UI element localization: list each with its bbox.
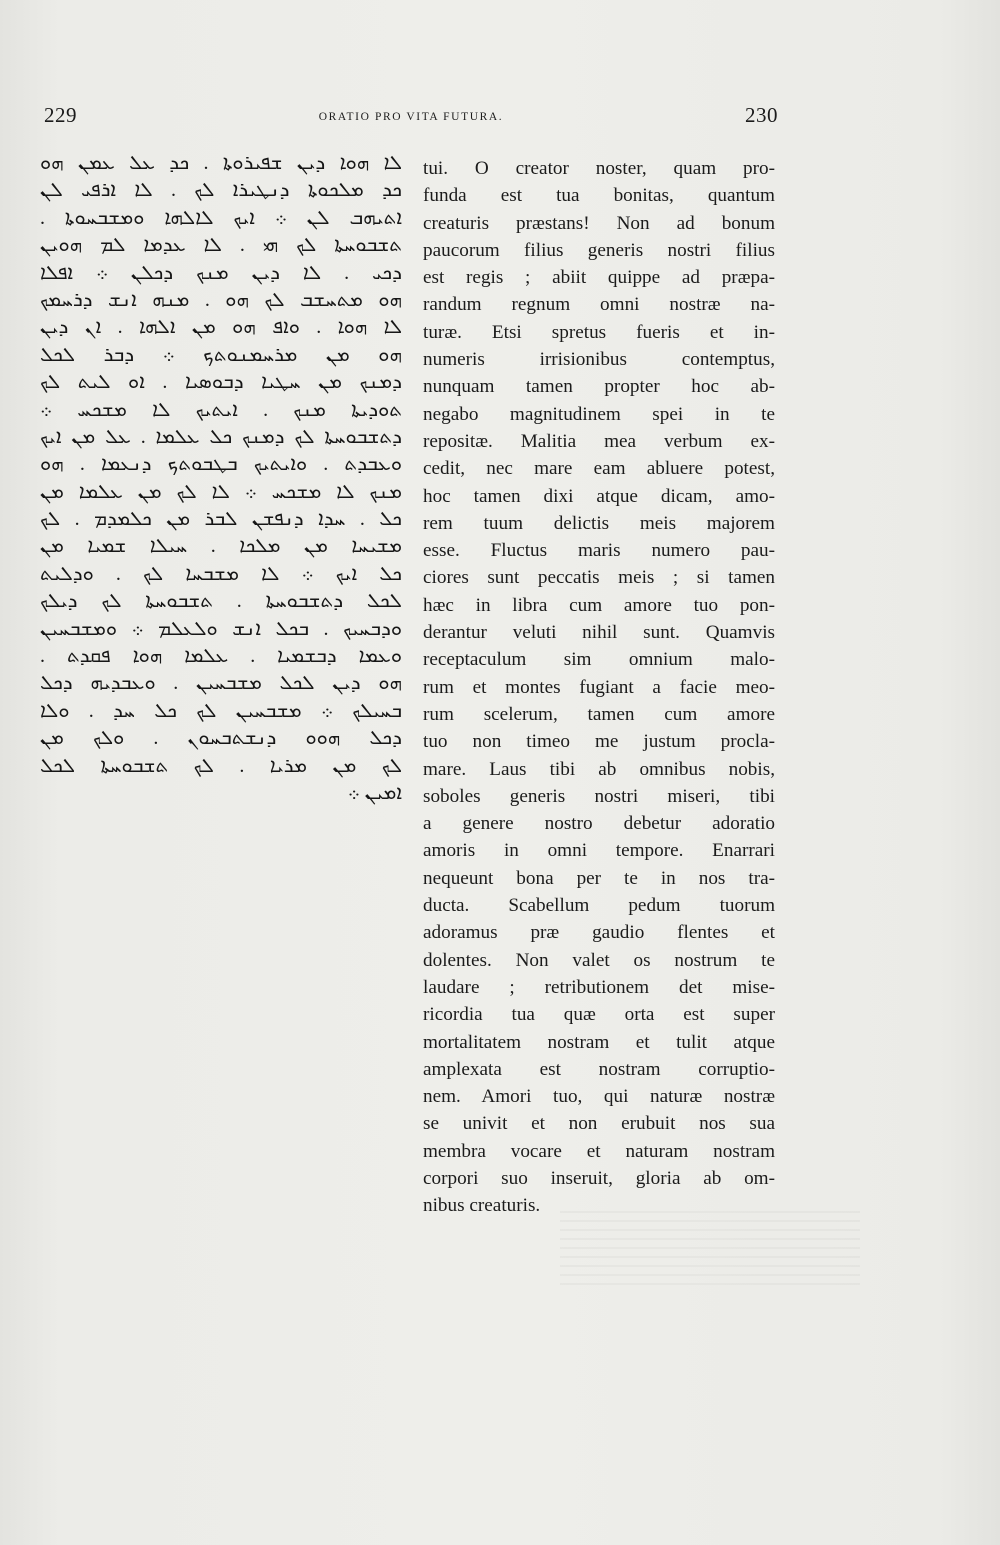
page-header [44,103,778,133]
syriac-line: ܠܐ ܗܘܐ ܕܝܢ ܫܦܝܪܘܬܐ . ܟܕ ܥܠ ܥܡܢ ܗܘ [40,152,402,174]
syriac-line: ܘܥܡܐ ܕܒܫܡܝܐ . ܥܠܡܐ ܗܘܐ ܦܩܕܬ . [40,645,402,668]
latin-line: creaturis præstans! Non ad bonum [423,212,775,234]
latin-line: nunquam tamen propter hoc ab- [423,376,775,398]
syriac-line: ܗܘ ܡܢ ܡܪܚܡܢܘܬܟ ܀ ܕܒܪ ܠܟܠ [40,343,402,366]
latin-line: soboles generis nostri miseri, tibi [423,785,775,807]
latin-text-column [423,155,775,1220]
syriac-line: ܟܠ . ܚܕܐ ܕܢܦܫܢ ܠܒܪ ܡܢ ܟܠܡܕܡ . ܠܟ [40,508,402,531]
latin-line: esse. Fluctus maris numero pau- [423,540,775,562]
latin-line: numeris irrisionibus contemptus, [423,349,775,371]
latin-line: amoris in omni tempore. Enarrari [423,840,775,862]
syriac-line: ܗܘ ܡܬܚܫܒ ܠܟ ܗܘ . ܡܢܗ ܐܢܫ ܕܪܚܡܟ [40,288,402,311]
latin-line: tuo non timeo me justum procla- [423,731,775,753]
syriac-line: ܠܟܠ ܕܬܫܒܘܚܬܐ . ܬܫܒܘܚܬܐ ܠܟ ܕܝܠܟ [40,590,402,613]
latin-line: paucorum filius generis nostri filius [423,239,775,261]
syriac-text-column [40,150,402,807]
latin-line: dolentes. Non valet os nostrum te [423,949,775,971]
latin-line: negabo magnitudinem spei in te [423,403,775,425]
latin-line: turæ. Etsi spretus fueris et in- [423,321,775,343]
latin-line: laudare ; retributionem det mise- [423,976,775,998]
latin-line: mortalitatem nostram et tulit atque [423,1031,775,1053]
syriac-line: ܡܫܝܚܐ ܡܢ ܡܠܟܐ . ܚܝܠܐ ܫܡܝܐ ܡܢ [40,535,402,558]
latin-line: adoramus præ gaudio flentes et [423,922,775,944]
latin-line: randum regnum omni nostræ na- [423,294,775,316]
latin-line: nibus creaturis. [423,1195,541,1217]
syriac-line: ܬܫܒܘܚܬܐ ܠܟ ܗܝ . ܠܐ ܥܕܡܐ ܠܡ ܗܘܝܢ [40,234,402,257]
latin-line: hæc in libra cum amore tuo pon- [423,594,775,616]
syriac-line: ܒܚܝܠܟ ܀ ܡܫܒܚܝܢ ܠܟ ܟܠ ܚܕ . ܘܠܐ [40,699,402,722]
right-page-number: 230 [745,103,778,127]
syriac-line: ܠܟ ܡܢ ܡܪܝܐ . ܠܟ ܬܫܒܘܚܬܐ ܠܟܠ [40,754,402,777]
latin-line: rum scelerum, tamen cum amore [423,703,775,725]
syriac-line: ܕܟܠ ܗܘܘ ܕܢܫܬܒܚܘܢ . ܘܠܟ ܡܢ [40,727,402,750]
syriac-line: ܕܡܢܟ ܡܢ ܚܛܝܐ ܕܒܘܣܝܐ . ܐܘ ܠܝܬ ܠܟ [40,371,402,394]
latin-line: receptaculum sim omnium malo- [423,649,775,671]
latin-line: ciores sunt peccatis meis ; si tamen [423,567,775,589]
latin-line: membra vocare et naturam nostram [423,1140,775,1162]
latin-line: nem. Amori tuo, qui naturæ nostræ [423,1086,775,1108]
latin-line: hoc tamen dixi atque dicam, amo- [423,485,775,507]
latin-line: cedit, nec mare eam abluere potest, [423,458,775,480]
syriac-line: ܐܡܝܢ ܀ [347,781,402,804]
latin-line: ducta. Scabellum pedum tuorum [423,895,775,917]
syriac-line: ܘܕܒܚܝܟ . ܒܟܠ ܐܢܫ ܘܠܥܠܡ ܀ ܘܡܫܒܚܝܢ [40,617,402,640]
latin-line: tui. O creator noster, quam pro- [423,158,775,179]
latin-line: repositæ. Malitia mea verbum ex- [423,430,775,452]
syriac-line: ܕܟܝ . ܠܐ ܕܝܢ ܡܢܟ ܕܟܠܢ ܀ ܐܦܠܐ [40,261,402,284]
syriac-line: ܡܢܟ ܠܐ ܡܫܟܚ ܀ ܠܐ ܠܟ ܡܢ ܥܠܡܐ ܡܢ [40,480,402,503]
latin-line: rum et montes fugiant a facie meo- [423,676,775,698]
syriac-line: ܟܕ ܡܠܟܘܬܐ ܕܢܛܝܪܐ ܠܟ . ܠܐ ܐܪܦܝ ܠܢ [40,179,402,202]
latin-line: funda est tua bonitas, quantum [423,185,775,207]
latin-line: ricordia tua quæ orta est super [423,1004,775,1026]
syriac-line: ܟܠ ܐܝܟ ܀ ܠܐ ܡܫܒܚܐ ܠܟ . ܘܕܠܝܬ [40,562,402,585]
running-title: ORATIO PRO VITA FUTURA. [318,111,504,123]
latin-line: rem tuum delictis meis majorem [423,512,775,534]
latin-line: mare. Laus tibi ab omnibus nobis, [423,758,775,780]
bleed-through-footnotes [560,1205,860,1285]
syriac-line: ܬܘܕܝܬܐ ܡܢܟ . ܐܝܬܝܟ ܠܐ ܡܫܟܚ ܀ [40,398,402,421]
latin-line: nequeunt bona per te in nos tra- [423,867,775,889]
syriac-line: ܐܬܝܗܒ ܠܢ ܀ ܐܝܟ ܠܐܠܗܐ ܘܡܫܒܚܘܬܐ . [40,206,402,229]
syriac-line: ܘܥܒܕܬ . ܘܐܝܬܝܟ ܒܛܒܘܬܟ ܕܢܥܡܐ . ܗܘ [40,453,402,476]
latin-line: est regis ; abiit quippe ad præpa- [423,267,775,289]
latin-line: amplexata est nostram corruptio- [423,1058,775,1080]
latin-line: se univit et non erubuit nos sua [423,1113,775,1135]
syriac-line: ܕܬܫܒܘܚܬܐ ܠܟ ܕܡܢܟ ܟܠ ܥܠܡܐ . ܥܠ ܡܢ ܐܝܟ [40,425,402,448]
syriac-line: ܗܘ ܕܝܢ ܠܟܠ ܡܫܒܚܝܢ . ܘܥܒܕܝܗ ܕܟܠ [40,672,402,695]
latin-line: corpori suo inseruit, gloria ab om- [423,1167,775,1189]
syriac-line: ܠܐ ܗܘܐ . ܘܐܦ ܗܘ ܡܢ ܐܠܗܐ . ܐܢ ܕܝܢ [40,316,402,339]
latin-line: a genere nostro debetur adoratio [423,813,775,835]
left-page-number: 229 [44,103,77,127]
latin-line: derantur veluti nihil sunt. Quamvis [423,622,775,644]
